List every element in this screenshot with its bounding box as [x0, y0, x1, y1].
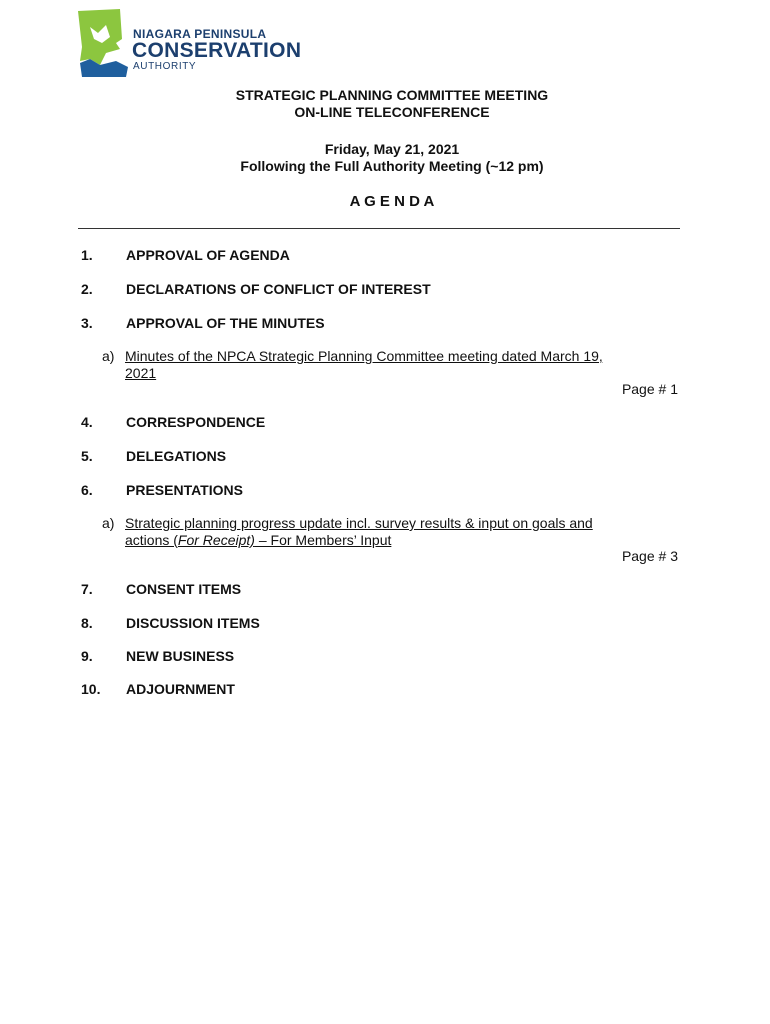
page-reference: Page # 1 — [621, 381, 678, 397]
strategic-planning-update-link[interactable] — [125, 515, 593, 549]
item-number: 7. — [81, 581, 93, 597]
header-divider — [78, 228, 680, 229]
update-link-line2-italic: For Receipt) — [177, 532, 255, 548]
agenda-heading: A G E N D A — [349, 193, 435, 210]
item-number: 5. — [81, 448, 93, 464]
agenda-item-adjournment: ADJOURNMENT — [126, 681, 235, 697]
agenda-item-approval-of-agenda: APPROVAL OF AGENDA — [126, 247, 290, 263]
npca-logo — [76, 9, 316, 79]
item-number: 2. — [81, 281, 93, 297]
agenda-item-discussion-items: DISCUSSION ITEMS — [126, 615, 260, 631]
item-number: 3. — [81, 315, 93, 331]
logo-text-conservation: CONSERVATION — [132, 39, 302, 62]
agenda-item-delegations: DELEGATIONS — [126, 448, 227, 464]
item-number: 8. — [81, 615, 93, 631]
sub-item-letter: a) — [102, 348, 115, 364]
agenda-item-consent-items: CONSENT ITEMS — [126, 581, 242, 597]
minutes-link-line2: 2021 — [125, 365, 157, 381]
item-number: 1. — [81, 247, 93, 263]
logo-text-authority: AUTHORITY — [133, 61, 197, 72]
page-reference: Page # 3 — [621, 548, 678, 564]
minutes-link[interactable] — [125, 348, 603, 382]
meeting-title: STRATEGIC PLANNING COMMITTEE MEETING — [235, 87, 549, 103]
item-number: 9. — [81, 648, 93, 664]
meeting-date: Friday, May 21, 2021 — [324, 141, 460, 157]
logo-text-niagara: NIAGARA PENINSULA — [133, 27, 267, 41]
agenda-item-presentations: PRESENTATIONS — [126, 482, 243, 498]
minutes-link-line1: Minutes of the NPCA Strategic Planning Committee meeting dated March 19, — [125, 348, 603, 364]
leaf-logo-icon — [76, 9, 132, 79]
agenda-item-new-business: NEW BUSINESS — [126, 648, 235, 664]
meeting-time: Following the Full Authority Meeting (~12 pm) — [240, 158, 544, 174]
sub-item-letter: a) — [102, 515, 115, 531]
agenda-item-approval-of-minutes: APPROVAL OF THE MINUTES — [126, 315, 325, 331]
agenda-item-conflict-of-interest: DECLARATIONS OF CONFLICT OF INTEREST — [126, 281, 431, 297]
update-link-line2-pre: actions ( — [125, 532, 178, 548]
meeting-format: ON-LINE TELECONFERENCE — [294, 104, 490, 120]
agenda-item-correspondence: CORRESPONDENCE — [126, 414, 266, 430]
item-number: 4. — [81, 414, 93, 430]
update-link-line2-post: – For Members’ Input — [254, 532, 392, 548]
item-number: 6. — [81, 482, 93, 498]
item-number: 10. — [81, 681, 101, 697]
update-link-line1: Strategic planning progress update incl. survey results & input on goals and — [125, 515, 593, 531]
